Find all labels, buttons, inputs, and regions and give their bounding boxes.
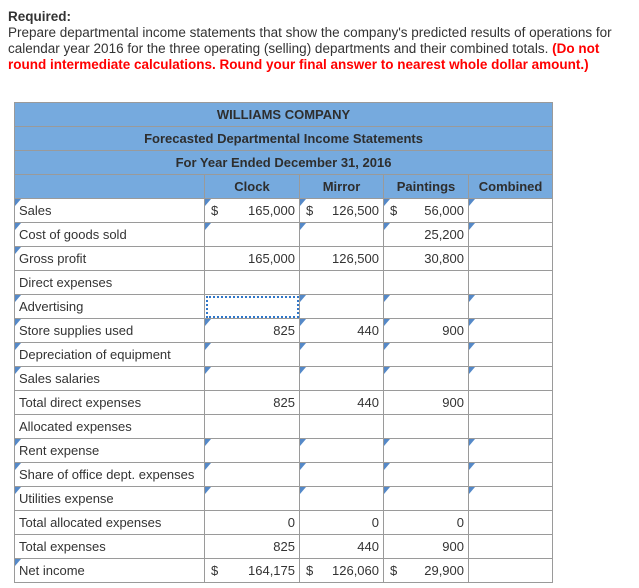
table-row (15, 367, 553, 391)
statement-period: For Year Ended December 31, 2016 (15, 151, 553, 175)
comment-flag-icon (15, 319, 21, 326)
value-cell-clock (205, 247, 300, 271)
input-cell-clock[interactable] (205, 463, 300, 487)
company-name: WILLIAMS COMPANY (15, 103, 553, 127)
comment-flag-icon (15, 247, 21, 254)
row-label[interactable] (15, 559, 205, 583)
input-cell-clock[interactable] (205, 343, 300, 367)
value-cell-clock (205, 511, 300, 535)
input-cell-paintings[interactable] (384, 199, 469, 223)
cell-content (469, 223, 552, 246)
comment-flag-icon (469, 199, 475, 206)
comment-flag-icon (205, 199, 211, 206)
company-name-row (15, 103, 553, 127)
input-cell-mirror[interactable] (300, 199, 384, 223)
row-label-text: Total direct expenses (19, 395, 142, 410)
value-cell-clock (205, 391, 300, 415)
table-row (15, 535, 553, 559)
dollar-sign: $ (306, 203, 314, 218)
row-label-text: Share of office dept. expenses (19, 467, 195, 482)
row-label[interactable] (15, 247, 205, 271)
value-cell-paintings (384, 535, 469, 559)
comment-flag-icon (300, 319, 306, 326)
value-cell-clock (205, 535, 300, 559)
row-label-text: Rent expense (19, 443, 100, 458)
input-cell-paintings[interactable] (384, 319, 469, 343)
comment-flag-icon (469, 463, 475, 470)
input-cell-clock[interactable] (205, 439, 300, 463)
cell-content (469, 319, 552, 342)
income-statement-table (14, 102, 553, 583)
input-cell-clock[interactable] (205, 199, 300, 223)
comment-flag-icon (384, 439, 390, 446)
cell-content (205, 439, 299, 462)
table-row (15, 271, 553, 295)
cell-value: 126,500 (332, 251, 379, 266)
cell-content (469, 415, 552, 438)
value-cell-combined (469, 271, 553, 295)
input-cell-clock[interactable] (205, 223, 300, 247)
table-row (15, 559, 553, 583)
cell-content (469, 487, 552, 510)
row-label[interactable] (15, 295, 205, 319)
cell-value: 825 (273, 539, 295, 554)
comment-flag-icon (15, 439, 21, 446)
cell-content (384, 559, 468, 582)
row-label[interactable] (15, 439, 205, 463)
input-cell-clock[interactable] (205, 487, 300, 511)
cell-value: 825 (273, 323, 295, 338)
table-row (15, 439, 553, 463)
cell-value: 440 (357, 395, 379, 410)
cell-value: 900 (442, 395, 464, 410)
selected-cell-clock[interactable] (205, 295, 300, 319)
cell-value: 25,200 (424, 227, 464, 242)
cell-content (300, 343, 383, 366)
input-cell-mirror[interactable] (300, 343, 384, 367)
cell-value: 164,175 (248, 563, 295, 578)
cell-value: 126,500 (332, 203, 379, 218)
row-label-text: Sales salaries (19, 371, 100, 386)
cell-content (469, 343, 552, 366)
cell-content (300, 559, 383, 582)
cell-value: 30,800 (424, 251, 464, 266)
cell-content (384, 487, 468, 510)
cell-content (384, 439, 468, 462)
statement-title: Forecasted Departmental Income Statements (15, 127, 553, 151)
comment-flag-icon (205, 367, 211, 374)
table-row (15, 295, 553, 319)
row-label[interactable] (15, 223, 205, 247)
row-label (15, 511, 205, 535)
input-cell-combined[interactable] (469, 439, 553, 463)
comment-flag-icon (469, 223, 475, 230)
cell-value: 825 (273, 395, 295, 410)
cell-content (205, 343, 299, 366)
value-cell-mirror (300, 511, 384, 535)
comment-flag-icon (384, 463, 390, 470)
cell-content (205, 295, 299, 318)
table-row (15, 223, 553, 247)
cell-content (384, 415, 468, 438)
table-row (15, 463, 553, 487)
cell-content (205, 247, 299, 270)
value-cell-paintings (384, 391, 469, 415)
dollar-sign: $ (211, 203, 219, 218)
cell-content (205, 199, 299, 222)
table-row (15, 415, 553, 439)
cell-content (300, 223, 383, 246)
input-cell-combined[interactable] (469, 199, 553, 223)
cell-content (384, 247, 468, 270)
cell-content (384, 271, 468, 294)
value-cell-mirror (300, 559, 384, 583)
input-cell-combined[interactable] (469, 223, 553, 247)
cell-content (300, 415, 383, 438)
row-label-text: Cost of goods sold (19, 227, 127, 242)
row-label[interactable] (15, 487, 205, 511)
value-cell-combined (469, 415, 553, 439)
cell-content (300, 535, 383, 558)
cell-value: 900 (442, 323, 464, 338)
row-label-text: Net income (19, 563, 85, 578)
cell-content (300, 511, 383, 534)
cell-content (469, 367, 552, 390)
row-label-text: Total allocated expenses (19, 515, 162, 530)
comment-flag-icon (300, 295, 306, 302)
input-cell-combined[interactable] (469, 295, 553, 319)
required-label: Required: (8, 9, 72, 24)
dollar-sign: $ (390, 203, 398, 218)
value-cell-mirror (300, 391, 384, 415)
column-header-blank (15, 175, 205, 199)
input-cell-clock[interactable] (205, 367, 300, 391)
input-cell-combined[interactable] (469, 367, 553, 391)
cell-content (469, 559, 552, 582)
cell-value: 126,060 (332, 563, 379, 578)
comment-flag-icon (384, 343, 390, 350)
column-header-row (15, 175, 553, 199)
comment-flag-icon (300, 439, 306, 446)
cell-content (300, 319, 383, 342)
cell-content (300, 487, 383, 510)
comment-flag-icon (300, 199, 306, 206)
input-cell-mirror[interactable] (300, 319, 384, 343)
cell-content (469, 439, 552, 462)
dollar-sign: $ (211, 563, 219, 578)
comment-flag-icon (469, 295, 475, 302)
input-cell-combined[interactable] (469, 319, 553, 343)
table-row (15, 391, 553, 415)
comment-flag-icon (300, 463, 306, 470)
comment-flag-icon (15, 199, 21, 206)
cell-content (469, 391, 552, 414)
comment-flag-icon (15, 343, 21, 350)
cell-content (384, 319, 468, 342)
row-label-text: Gross profit (19, 251, 87, 266)
cell-content (384, 367, 468, 390)
row-label (15, 535, 205, 559)
cell-content (300, 391, 383, 414)
comment-flag-icon (15, 487, 21, 494)
comment-flag-icon (15, 295, 21, 302)
value-cell-mirror (300, 247, 384, 271)
cell-content (205, 223, 299, 246)
cell-content (205, 535, 299, 558)
cell-value: 29,900 (424, 563, 464, 578)
comment-flag-icon (384, 367, 390, 374)
row-label[interactable] (15, 343, 205, 367)
cell-content (384, 343, 468, 366)
instructions-block (0, 0, 639, 73)
comment-flag-icon (15, 367, 21, 374)
value-cell-combined (469, 391, 553, 415)
comment-flag-icon (205, 223, 211, 230)
comment-flag-icon (384, 487, 390, 494)
comment-flag-icon (384, 199, 390, 206)
value-cell-clock (205, 415, 300, 439)
row-label-text: Allocated expenses (19, 419, 132, 434)
cell-content (205, 559, 299, 582)
value-cell-combined (469, 511, 553, 535)
input-cell-paintings[interactable] (384, 223, 469, 247)
input-cell-paintings[interactable] (384, 463, 469, 487)
cell-value: 0 (287, 515, 295, 530)
rounding-warning: (Do not round intermediate calculations. Round your final answer to nearest whole dollar amount.) (8, 41, 600, 72)
row-label[interactable] (15, 199, 205, 223)
cell-content (384, 535, 468, 558)
input-cell-combined[interactable] (469, 463, 553, 487)
table-row (15, 319, 553, 343)
cell-content (384, 511, 468, 534)
comment-flag-icon (205, 319, 211, 326)
row-label (15, 271, 205, 295)
table-row (15, 247, 553, 271)
cell-value: 440 (357, 323, 379, 338)
comment-flag-icon (300, 223, 306, 230)
row-label-text: Sales (19, 203, 52, 218)
cell-content (205, 271, 299, 294)
comment-flag-icon (384, 295, 390, 302)
row-label-text: Total expenses (19, 539, 106, 554)
input-cell-paintings[interactable] (384, 295, 469, 319)
input-cell-mirror[interactable] (300, 367, 384, 391)
comment-flag-icon (469, 367, 475, 374)
statement-body (15, 199, 553, 583)
value-cell-clock (205, 271, 300, 295)
cell-content (300, 247, 383, 270)
cell-value: 165,000 (248, 251, 295, 266)
value-cell-mirror (300, 535, 384, 559)
value-cell-combined (469, 535, 553, 559)
cell-content (205, 319, 299, 342)
input-cell-mirror[interactable] (300, 463, 384, 487)
value-cell-paintings (384, 271, 469, 295)
value-cell-mirror (300, 271, 384, 295)
input-cell-paintings[interactable] (384, 487, 469, 511)
cell-content (205, 415, 299, 438)
cell-value: 0 (456, 515, 464, 530)
cell-content (300, 295, 383, 318)
cell-content (469, 295, 552, 318)
comment-flag-icon (205, 487, 211, 494)
instructions-text (8, 25, 633, 73)
row-label (15, 391, 205, 415)
comment-flag-icon (384, 223, 390, 230)
input-cell-paintings[interactable] (384, 367, 469, 391)
input-cell-paintings[interactable] (384, 439, 469, 463)
cell-content (300, 367, 383, 390)
comment-flag-icon (205, 439, 211, 446)
comment-flag-icon (300, 343, 306, 350)
value-cell-paintings (384, 247, 469, 271)
cell-content (300, 271, 383, 294)
cell-value: 165,000 (248, 203, 295, 218)
cell-content (205, 391, 299, 414)
comment-flag-icon (300, 487, 306, 494)
cell-value: 0 (371, 515, 379, 530)
input-cell-clock[interactable] (205, 319, 300, 343)
cell-content (469, 535, 552, 558)
cell-content (384, 391, 468, 414)
cell-content (469, 463, 552, 486)
input-cell-mirror[interactable] (300, 295, 384, 319)
comment-flag-icon (15, 223, 21, 230)
input-cell-paintings[interactable] (384, 343, 469, 367)
comment-flag-icon (15, 463, 21, 470)
comment-flag-icon (15, 559, 21, 566)
comment-flag-icon (205, 343, 211, 350)
comment-flag-icon (469, 487, 475, 494)
value-cell-paintings (384, 511, 469, 535)
cell-content (469, 199, 552, 222)
cell-content (205, 487, 299, 510)
cell-content (384, 463, 468, 486)
column-header-paintings: Paintings (384, 175, 469, 199)
input-cell-combined[interactable] (469, 487, 553, 511)
comment-flag-icon (384, 319, 390, 326)
table-row (15, 199, 553, 223)
value-cell-clock (205, 559, 300, 583)
value-cell-mirror (300, 415, 384, 439)
row-label-text: Utilities expense (19, 491, 114, 506)
input-cell-mirror[interactable] (300, 223, 384, 247)
column-header-combined: Combined (469, 175, 553, 199)
instructions-body: Prepare departmental income statements that show the company's predicted results of operations for calendar year 2016 for the three operating (selling) departments and their combined totals. (8, 25, 612, 56)
dollar-sign: $ (390, 563, 398, 578)
table-row (15, 487, 553, 511)
value-cell-paintings (384, 559, 469, 583)
row-label[interactable] (15, 463, 205, 487)
row-label-text: Depreciation of equipment (19, 347, 171, 362)
column-header-mirror: Mirror (300, 175, 384, 199)
input-cell-mirror[interactable] (300, 439, 384, 463)
row-label (15, 415, 205, 439)
comment-flag-icon (300, 367, 306, 374)
row-label-text: Store supplies used (19, 323, 134, 338)
cell-content (384, 199, 468, 222)
cell-content (469, 271, 552, 294)
input-cell-mirror[interactable] (300, 487, 384, 511)
cell-content (300, 463, 383, 486)
cell-content (469, 247, 552, 270)
cell-content (205, 367, 299, 390)
cell-value: 56,000 (424, 203, 464, 218)
comment-flag-icon (205, 463, 211, 470)
table-row (15, 343, 553, 367)
comment-flag-icon (469, 439, 475, 446)
cell-content (384, 223, 468, 246)
cell-content (205, 511, 299, 534)
row-label[interactable] (15, 319, 205, 343)
value-cell-combined (469, 559, 553, 583)
cell-content (205, 463, 299, 486)
input-cell-combined[interactable] (469, 343, 553, 367)
statement-title-row (15, 127, 553, 151)
cell-value: 440 (357, 539, 379, 554)
table-row (15, 511, 553, 535)
value-cell-combined (469, 247, 553, 271)
row-label[interactable] (15, 367, 205, 391)
comment-flag-icon (469, 343, 475, 350)
row-label-text: Advertising (19, 299, 84, 314)
cell-content (300, 439, 383, 462)
row-label-text: Direct expenses (19, 275, 113, 290)
cell-value: 900 (442, 539, 464, 554)
column-header-clock: Clock (205, 175, 300, 199)
comment-flag-icon (469, 319, 475, 326)
statement-period-row (15, 151, 553, 175)
cell-content (300, 199, 383, 222)
value-cell-paintings (384, 415, 469, 439)
cell-content (469, 511, 552, 534)
dollar-sign: $ (306, 563, 314, 578)
cell-content (384, 295, 468, 318)
